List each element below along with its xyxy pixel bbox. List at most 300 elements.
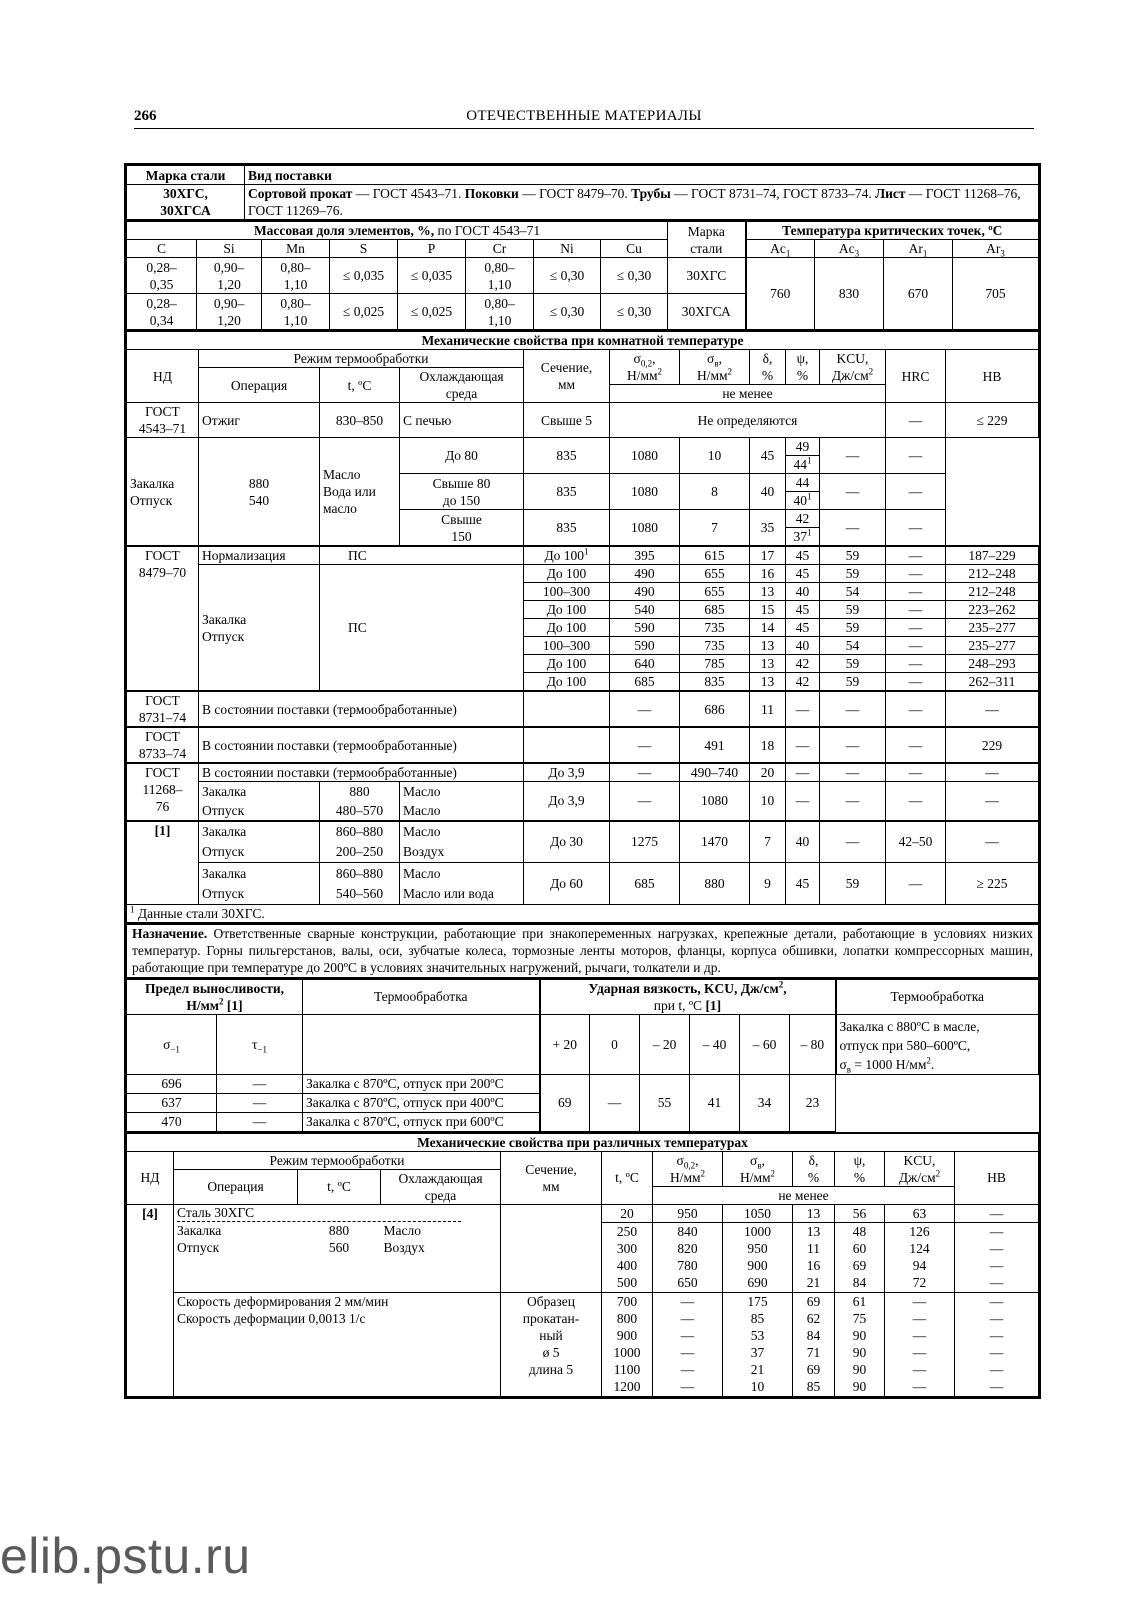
kcu-cell: — bbox=[820, 782, 886, 821]
psi-cell: 40 bbox=[786, 583, 820, 601]
impact-value: 69 bbox=[540, 1074, 590, 1131]
section-cell: Образец прокатан- ный ø 5 длина 5 bbox=[501, 1292, 602, 1396]
purpose-table bbox=[126, 923, 1039, 978]
table-row bbox=[127, 438, 1039, 456]
kcu-cell: 59 bbox=[820, 863, 886, 905]
hrc-cell: — bbox=[886, 619, 946, 637]
test-temp-cell: 250 300 400 500 bbox=[602, 1222, 653, 1292]
table-row bbox=[127, 727, 1039, 763]
table-row bbox=[127, 863, 1039, 884]
nd-cell: ГОСТ 8733–74 bbox=[127, 727, 199, 763]
kcu-cell: 59 bbox=[820, 619, 886, 637]
mode-cell: В состоянии поставки (термообработанные) bbox=[199, 691, 524, 727]
col-hb: HB bbox=[955, 1151, 1039, 1204]
s02-cell: 835 bbox=[524, 474, 610, 510]
grade-cell: 30ХГС bbox=[668, 258, 746, 294]
element-value: ≤ 0,30 bbox=[601, 258, 668, 294]
hb-cell: ≥ 225 bbox=[946, 863, 1039, 905]
cooling-cell: Масло bbox=[400, 863, 524, 884]
s02-cell: 395 bbox=[610, 546, 680, 565]
nd-cell: ГОСТ 8731–74 bbox=[127, 691, 199, 727]
hrc-cell: — bbox=[886, 546, 946, 565]
impact-temp-header: 0 bbox=[590, 1014, 640, 1074]
col-section: Сечение, мм bbox=[501, 1151, 602, 1204]
cooling-cell: Масло bbox=[400, 782, 524, 801]
impact-temp-header: + 20 bbox=[540, 1014, 590, 1074]
table-row bbox=[127, 1204, 1039, 1222]
hb-cell: — bbox=[946, 782, 1039, 821]
s02-cell: 490 bbox=[610, 565, 680, 583]
sb-cell: 1080 bbox=[610, 510, 680, 547]
hb-cell: 223–262 bbox=[946, 601, 1039, 619]
col-temp: t, ºС bbox=[298, 1169, 381, 1204]
crit-point-value: 760 bbox=[746, 258, 815, 330]
operation-cell: Закалка Отпуск bbox=[174, 1222, 298, 1292]
element-value: ≤ 0,30 bbox=[534, 294, 601, 330]
kcu-cell: $40^1$ bbox=[786, 492, 820, 510]
sigma-cell: 470 bbox=[127, 1112, 217, 1131]
section-cell bbox=[501, 1204, 602, 1292]
s02-cell: — — — — — — bbox=[653, 1292, 723, 1396]
sb-cell: 785 bbox=[680, 655, 750, 673]
crit-point-header: $Ac_1$ bbox=[746, 240, 815, 258]
col-sb: $\sigma_в$, $Н/мм^2$ bbox=[723, 1151, 793, 1186]
cooling-cell: Масло или вода bbox=[400, 884, 524, 905]
kcu-cell: 42 bbox=[786, 510, 820, 528]
hrc-cell: — bbox=[886, 655, 946, 673]
sec-cell: До 3,9 bbox=[524, 782, 610, 821]
operation-cell: Закалка bbox=[199, 863, 320, 884]
section-cell: Свыше 5 bbox=[524, 403, 610, 438]
table-row bbox=[127, 821, 1039, 842]
element-value: ≤ 0,30 bbox=[534, 258, 601, 294]
col-sigma-1: $\sigma_{-1}$ bbox=[127, 1014, 217, 1074]
gost-11268-rows bbox=[127, 763, 1039, 821]
psi-cell: 56 bbox=[835, 1204, 885, 1222]
col-mode: Режим термообработки bbox=[199, 350, 524, 368]
sb-cell: 1080 bbox=[610, 474, 680, 510]
sec-cell bbox=[524, 691, 610, 727]
sb-cell: 655 bbox=[680, 565, 750, 583]
element-value: 0,28– 0,34 bbox=[127, 294, 197, 330]
psi-cell: 42 bbox=[786, 655, 820, 673]
table-row bbox=[127, 782, 1039, 801]
kcu-cell: 44 bbox=[786, 474, 820, 492]
s02-cell: 490 bbox=[610, 583, 680, 601]
s02-cell: — bbox=[610, 727, 680, 763]
d-cell: 14 bbox=[750, 619, 786, 637]
col-hrc: HRC bbox=[886, 350, 946, 403]
element-value: 0,80– 1,10 bbox=[262, 258, 330, 294]
psi-cell: — bbox=[786, 763, 820, 782]
delta-cell: 8 bbox=[680, 474, 750, 510]
kcu-cell: $37^1$ bbox=[786, 528, 820, 547]
psi-cell: — bbox=[786, 691, 820, 727]
element-header: Mn bbox=[262, 240, 330, 258]
fatigue-unit: $Н/мм^2$ [1] bbox=[127, 997, 303, 1015]
section-cell: До $100^1$ bbox=[524, 546, 610, 565]
kcu-cell: 59 bbox=[820, 565, 886, 583]
table-row bbox=[127, 546, 1039, 565]
hb-cell: — bbox=[946, 821, 1039, 863]
psi-cell: 45 bbox=[786, 601, 820, 619]
element-value: ≤ 0,30 bbox=[601, 294, 668, 330]
psi-cell: — bbox=[786, 727, 820, 763]
hrc-cell: — bbox=[886, 601, 946, 619]
element-header: S bbox=[330, 240, 398, 258]
hb-cell: ≤ 229 bbox=[946, 403, 1039, 438]
merged-cell: Не определяются bbox=[610, 403, 886, 438]
element-value: ≤ 0,025 bbox=[398, 294, 466, 330]
col-kcu: KCU, $Дж/см^2$ bbox=[820, 350, 886, 385]
d-cell: 13 bbox=[750, 673, 786, 692]
running-title: ОТЕЧЕСТВЕННЫЕ МАТЕРИАЛЫ bbox=[466, 108, 702, 124]
mech-temp-title: Механические свойства при различных температурах bbox=[127, 1133, 1039, 1152]
temp-cell: 200–250 bbox=[320, 842, 400, 863]
impact-value: — bbox=[590, 1074, 640, 1131]
sec-cell: До 100 bbox=[524, 619, 610, 637]
s02-cell: 685 bbox=[610, 863, 680, 905]
d-cell: 18 bbox=[750, 727, 786, 763]
crit-point-value: 830 bbox=[815, 258, 884, 330]
steel-datasheet bbox=[124, 163, 1041, 1399]
grade-label: Марка стали bbox=[127, 166, 245, 185]
sb-cell: 1080 bbox=[610, 438, 680, 474]
psi-cell: 45 bbox=[786, 863, 820, 905]
sb-cell: 1000 950 900 690 bbox=[723, 1222, 793, 1292]
sb-cell: 735 bbox=[680, 637, 750, 655]
d-cell: 13 bbox=[750, 637, 786, 655]
fatigue-heat-header: Термообработка bbox=[303, 979, 540, 1015]
impact-temp-header: – 80 bbox=[790, 1014, 836, 1074]
impact-value: 41 bbox=[690, 1074, 740, 1131]
impact-value: 55 bbox=[640, 1074, 690, 1131]
d-cell: 15 bbox=[750, 601, 786, 619]
d-cell: 20 bbox=[750, 763, 786, 782]
col-sb: $\sigma_в$, $Н/мм^2$ bbox=[680, 350, 750, 385]
element-header: Cu bbox=[601, 240, 668, 258]
kcu-cell: 59 bbox=[820, 601, 886, 619]
gost-8479-rows bbox=[127, 546, 1039, 691]
operation-cell: Нормализация bbox=[199, 546, 320, 565]
cooling-cell: С печью bbox=[400, 403, 524, 438]
kcu-cell: 54 bbox=[820, 583, 886, 601]
hrc-cell: — bbox=[820, 438, 886, 474]
fatigue-title: Предел выносливости, bbox=[127, 979, 303, 997]
tau-cell: — bbox=[217, 1074, 303, 1093]
impact-heat-header: Термообработка bbox=[836, 979, 1039, 1015]
page-number: 266 bbox=[134, 108, 157, 124]
table-row bbox=[127, 1074, 1039, 1093]
sigma-cell: 696 bbox=[127, 1074, 217, 1093]
delta-cell: 7 bbox=[680, 510, 750, 547]
ref-1-rows bbox=[127, 821, 1039, 905]
hrc-cell: — bbox=[886, 763, 946, 782]
psi-cell: 45 bbox=[786, 619, 820, 637]
fatigue-impact-rows bbox=[127, 1074, 1039, 1131]
col-temp: t, ºС bbox=[320, 368, 400, 403]
purpose-text: Назначение. Ответственные сварные конструкции, работающие при знакопеременных нагрузках, крепежные детали, работающие в условиях низких температур. Горны пильгерстанов, валы, оси, зубчатые колеса, тормозные ленты моторов, фланцы, корпуса обшивки, лопатки компрессорных машин, работающие при температуре до 200ºС в условиях значительных нагружений, рычаги, толкатели и др. bbox=[127, 924, 1039, 977]
element-header: Si bbox=[197, 240, 262, 258]
col-test-temp: t, ºС bbox=[602, 1151, 653, 1204]
impact-subtitle: при t, ºС [1] bbox=[540, 997, 836, 1015]
hrc-cell: — bbox=[820, 474, 886, 510]
impact-temp-header: – 40 bbox=[690, 1014, 740, 1074]
s02-cell: 1275 bbox=[610, 821, 680, 863]
kcu-cell: — bbox=[820, 763, 886, 782]
temp-cell: 880 bbox=[320, 782, 400, 801]
sec-cell bbox=[524, 727, 610, 763]
col-section: Сечение, мм bbox=[524, 350, 610, 403]
s02-cell: 590 bbox=[610, 637, 680, 655]
psi-cell: 45 bbox=[750, 438, 786, 474]
s02-cell: 540 bbox=[610, 601, 680, 619]
table-row bbox=[127, 565, 1039, 583]
hb-cell: 235–277 bbox=[946, 619, 1039, 637]
fatigue-impact-header-row bbox=[127, 1014, 1039, 1074]
table-row bbox=[127, 1292, 1039, 1396]
operation-cell: Отпуск bbox=[199, 801, 320, 821]
crit-point-header: $Ac_3$ bbox=[815, 240, 884, 258]
element-header: P bbox=[398, 240, 466, 258]
col-cooling: Охлаждающая среда bbox=[400, 368, 524, 403]
hb-cell: — — — — — — bbox=[955, 1292, 1039, 1396]
nd-cell: ГОСТ 8479–70 bbox=[127, 546, 199, 691]
crit-point-value: 705 bbox=[953, 258, 1039, 330]
temp-cell: 860–880 bbox=[320, 863, 400, 884]
psi-cell: 40 bbox=[786, 821, 820, 863]
test-temp-cell: 700 800 900 1000 1100 1200 bbox=[602, 1292, 653, 1396]
supply-label: Вид поставки bbox=[245, 166, 1039, 185]
mech-room-title: Механические свойства при комнатной температуре bbox=[127, 331, 1039, 350]
cooling-cell: Масло Вода или масло bbox=[320, 438, 400, 547]
mode-cell: Скорость деформирования 2 мм/мин Скорость деформации 0,0013 1/с bbox=[174, 1292, 501, 1396]
s02-cell: 950 bbox=[653, 1204, 723, 1222]
s02-cell: — bbox=[610, 782, 680, 821]
d-cell: 10 bbox=[750, 782, 786, 821]
section-cell: До 80 bbox=[400, 438, 524, 474]
footnote: $^1$ Данные стали 30ХГС. bbox=[127, 905, 1039, 923]
hb-cell: — bbox=[886, 510, 946, 547]
hrc-cell: — bbox=[886, 782, 946, 821]
sec-cell: До 100 bbox=[524, 565, 610, 583]
mech-room-table bbox=[126, 330, 1039, 923]
kcu-cell: 126 124 94 72 bbox=[885, 1222, 955, 1292]
sec-cell: До 100 bbox=[524, 673, 610, 692]
grade-table bbox=[126, 165, 1039, 220]
hb-cell: 262–311 bbox=[946, 673, 1039, 692]
kcu-cell: — bbox=[820, 727, 886, 763]
kcu-cell: 59 bbox=[820, 655, 886, 673]
operation-cell: Закалка Отпуск bbox=[199, 565, 320, 692]
sec-cell: 100–300 bbox=[524, 583, 610, 601]
temp-cell: 540–560 bbox=[320, 884, 400, 905]
element-value: ≤ 0,035 bbox=[398, 258, 466, 294]
element-value: 0,80– 1,10 bbox=[262, 294, 330, 330]
col-kcu: KCU, $Дж/см^2$ bbox=[885, 1151, 955, 1186]
kcu-cell: 59 bbox=[820, 673, 886, 692]
element-value: 0,90– 1,20 bbox=[197, 294, 262, 330]
impact-temp-header: – 60 bbox=[740, 1014, 790, 1074]
cooling-cell: Масло bbox=[400, 801, 524, 821]
element-value: 0,80– 1,10 bbox=[466, 258, 534, 294]
kcu-cell: — bbox=[820, 691, 886, 727]
s02-cell: 590 bbox=[610, 619, 680, 637]
psi-cell: 45 bbox=[786, 565, 820, 583]
operation-cell: Отжиг bbox=[199, 403, 320, 438]
sec-cell: 100–300 bbox=[524, 637, 610, 655]
element-value: ≤ 0,035 bbox=[330, 258, 398, 294]
tau-cell: — bbox=[217, 1112, 303, 1131]
hb-cell: — bbox=[946, 763, 1039, 782]
temp-cell: ПС bbox=[320, 565, 524, 692]
test-temp-cell: 20 bbox=[602, 1204, 653, 1222]
sb-cell: 1470 bbox=[680, 821, 750, 863]
mode-cell: В состоянии поставки (термообработанные) bbox=[199, 727, 524, 763]
page-header bbox=[134, 106, 1034, 129]
d-cell: 17 bbox=[750, 546, 786, 565]
sec-cell: До 30 bbox=[524, 821, 610, 863]
mech-temp-table bbox=[126, 1132, 1039, 1397]
watermark: elib.pstu.ru bbox=[0, 1528, 251, 1584]
col-nd: НД bbox=[127, 350, 199, 403]
delta-cell: 10 bbox=[680, 438, 750, 474]
col-psi: ψ, % bbox=[786, 350, 820, 385]
sb-cell: 175 85 53 37 21 10 bbox=[723, 1292, 793, 1396]
temp-cell: 830–850 bbox=[320, 403, 400, 438]
s02-cell: — bbox=[610, 691, 680, 727]
element-value: 0,80– 1,10 bbox=[466, 294, 534, 330]
hrc-cell: — bbox=[886, 637, 946, 655]
kcu-cell: — bbox=[820, 821, 886, 863]
impact-value: 34 bbox=[740, 1074, 790, 1131]
hrc-cell: — bbox=[886, 583, 946, 601]
d-cell: 16 bbox=[750, 565, 786, 583]
operation-cell: Закалка bbox=[199, 821, 320, 842]
temp-cell: ПС bbox=[320, 546, 524, 565]
hb-cell: — bbox=[886, 474, 946, 510]
sigma-cell: 637 bbox=[127, 1093, 217, 1112]
hrc-cell: — bbox=[886, 691, 946, 727]
d-cell: 9 bbox=[750, 863, 786, 905]
hb-cell: 235–277 bbox=[946, 637, 1039, 655]
sb-cell: 1050 bbox=[723, 1204, 793, 1222]
cooling-cell: Масло Воздух bbox=[381, 1222, 501, 1292]
sb-cell: 835 bbox=[680, 673, 750, 692]
element-value: ≤ 0,025 bbox=[330, 294, 398, 330]
col-s02: $\sigma_{0,2}$, $Н/мм^2$ bbox=[653, 1151, 723, 1186]
table-row bbox=[127, 763, 1039, 782]
psi-cell: 40 bbox=[750, 474, 786, 510]
spacer bbox=[303, 1014, 540, 1074]
gost-4543-rows bbox=[127, 438, 1039, 547]
s02-cell: 835 bbox=[524, 510, 610, 547]
s02-cell: 840 820 780 650 bbox=[653, 1222, 723, 1292]
element-header: Ni bbox=[534, 240, 601, 258]
s02-cell: 685 bbox=[610, 673, 680, 692]
sb-cell: 686 bbox=[680, 691, 750, 727]
tau-cell: — bbox=[217, 1093, 303, 1112]
chem-row bbox=[127, 258, 1039, 294]
d-cell: 7 bbox=[750, 821, 786, 863]
col-s02: $\sigma_{0,2}$, $Н/мм^2$ bbox=[610, 350, 680, 385]
temp-cell: 480–570 bbox=[320, 801, 400, 821]
hb-cell: — bbox=[955, 1204, 1039, 1222]
crit-point-header: $Ar_1$ bbox=[884, 240, 953, 258]
d-cell: 13 bbox=[750, 583, 786, 601]
fatigue-heat-cell: Закалка с 870ºС, отпуск при 600ºС bbox=[303, 1112, 540, 1131]
hb-cell: — bbox=[886, 438, 946, 474]
hrc-cell: — bbox=[886, 403, 946, 438]
col-tau-1: $\tau_{-1}$ bbox=[217, 1014, 303, 1074]
hb-cell: 187–229 bbox=[946, 546, 1039, 565]
sb-cell: 615 bbox=[680, 546, 750, 565]
cooling-cell: Воздух bbox=[400, 842, 524, 863]
psi-cell: 48 60 69 84 bbox=[835, 1222, 885, 1292]
operation-cell: Отпуск bbox=[199, 842, 320, 863]
operation-cell: Закалка Отпуск bbox=[127, 438, 199, 547]
psi-cell: 61 75 90 90 90 90 bbox=[835, 1292, 885, 1396]
kcu-cell: 59 bbox=[820, 546, 886, 565]
delta-cell: 13 11 16 21 bbox=[793, 1222, 835, 1292]
sb-cell: 685 bbox=[680, 601, 750, 619]
element-header: Cr bbox=[466, 240, 534, 258]
psi-cell: 42 bbox=[786, 673, 820, 692]
hb-cell: 212–248 bbox=[946, 583, 1039, 601]
hrc-cell: — bbox=[886, 673, 946, 692]
sb-cell: 1080 bbox=[680, 782, 750, 821]
delta-cell: 13 bbox=[793, 1204, 835, 1222]
s02-cell: 835 bbox=[524, 438, 610, 474]
operation-cell: Закалка bbox=[199, 782, 320, 801]
table-row bbox=[127, 691, 1039, 727]
impact-value: 23 bbox=[790, 1074, 836, 1131]
kcu-cell: $44^1$ bbox=[786, 456, 820, 474]
col-operation: Операция bbox=[199, 368, 320, 403]
sb-cell: 490–740 bbox=[680, 763, 750, 782]
fatigue-heat-cell: Закалка с 870ºС, отпуск при 200ºС bbox=[303, 1074, 540, 1093]
nd-cell: ГОСТ 11268– 76 bbox=[127, 763, 199, 821]
kcu-cell: 49 bbox=[786, 438, 820, 456]
element-value: 0,90– 1,20 bbox=[197, 258, 262, 294]
hrc-cell: — bbox=[886, 727, 946, 763]
grade-names: 30ХГС, 30ХГСА bbox=[127, 185, 245, 220]
sb-cell: 880 bbox=[680, 863, 750, 905]
hrc-cell: — bbox=[886, 565, 946, 583]
fatigue-impact-table bbox=[126, 978, 1039, 1132]
kcu-cell: 63 bbox=[885, 1204, 955, 1222]
crit-title: Температура критических точек, ºС bbox=[746, 221, 1039, 240]
psi-cell: 40 bbox=[786, 637, 820, 655]
impact-title: Ударная вязкость, KCU, $Дж/см^2$, bbox=[540, 979, 836, 997]
nd-cell: [1] bbox=[127, 821, 199, 905]
hrc-cell: — bbox=[820, 510, 886, 547]
delta-cell: 69 62 84 71 69 85 bbox=[793, 1292, 835, 1396]
sb-cell: 491 bbox=[680, 727, 750, 763]
nd-cell: ГОСТ 4543–71 bbox=[127, 403, 199, 438]
element-header: C bbox=[127, 240, 197, 258]
temp-cell: 860–880 bbox=[320, 821, 400, 842]
hb-cell: 229 bbox=[946, 727, 1039, 763]
chem-title: Массовая доля элементов, %, по ГОСТ 4543–71 bbox=[127, 221, 668, 240]
col-mode: Режим термообработки bbox=[174, 1151, 501, 1169]
not-less-label: не менее bbox=[610, 385, 886, 403]
sec-cell: До 3,9 bbox=[524, 763, 610, 782]
sec-cell: До 60 bbox=[524, 863, 610, 905]
crit-point-header: $Ar_3$ bbox=[953, 240, 1039, 258]
table-row bbox=[127, 403, 1039, 438]
psi-cell: — bbox=[786, 782, 820, 821]
